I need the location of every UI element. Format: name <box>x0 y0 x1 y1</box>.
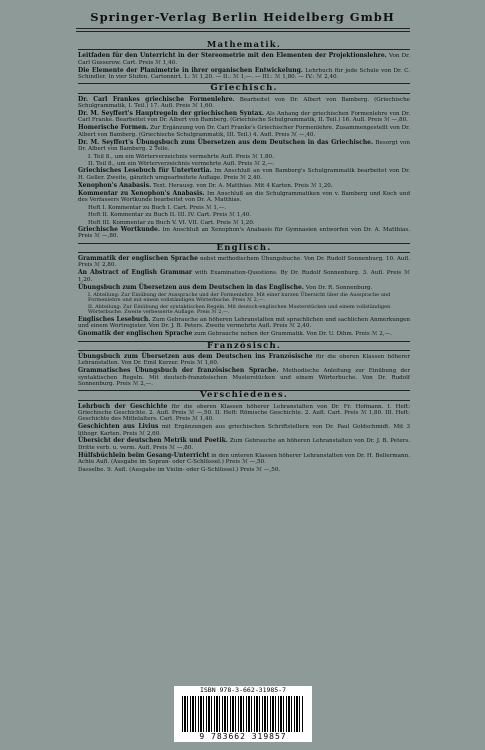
entry-text: nebst methodischem Übungsbuche. Von Dr. Rudolf Sonnenburg. 10. Aufl. Preis ℳ 2,80. <box>78 256 410 269</box>
catalog-entry <box>78 438 410 451</box>
isbn-label: ISBN 978-3-662-31985-7 <box>199 686 287 694</box>
entry-text: für die oberen Klassen höherer Lehranstalten von Dr. Fr. Hofmann. I. Heft: Griechische Geschichte. 2. Aufl. Preis ℳ —,50. II. Heft: Römische Geschichte. 2. Aufl. Cart. Preis ℳ 1,80. III. Heft: Geschichte des Mittelalters. Cart. Preis ℳ 1,40. <box>78 403 411 423</box>
entry-subline: Heft II. Kommentar zu Buch II. III. IV. Cart. Preis ℳ 1,40. <box>88 212 252 219</box>
entry-title: Englisches Lesebuch. <box>78 315 151 323</box>
catalog-entry <box>78 111 410 124</box>
entry-title: Griechisches Lesebuch für Untertertia. <box>78 167 212 175</box>
entry-title: Gnomatik der englischen Sprache <box>78 330 193 338</box>
entry-text: Zur Ergänzung von Dr. Carl Franke's Griechischer Formenlehre. Zusammengestellt von Dr. Albert von Bamberg. (Griechische Schulgrammatik, III. Teil.) 4. Aufl. Preis ℳ —,40. <box>78 125 410 138</box>
entry-title: Grammatik der englischen Sprache <box>78 255 198 263</box>
entry-text: Text. Herausg. von Dr. A. Matthias. Mit 4 Karten. Preis ℳ 1,20. <box>152 182 333 189</box>
entry-subline: Heft I. Kommentar zu Buch I. Cart. Preis ℳ 1,—. <box>88 204 227 211</box>
barcode-digits: 9 783662 319857 <box>199 732 287 741</box>
entry-title: An Abstract of English Grammar <box>78 269 193 277</box>
entry-text: Als Anhang der griechischen Formenlehre von Dr. Carl Franke. Bearbeitet von Dr. Albert von Bamberg. (Griechische Schulgrammatik, II. Teil.) 16. Aufl. Preis ℳ —,80. <box>78 110 411 124</box>
section-franzoesisch <box>78 341 410 351</box>
entry-subline: I. Teil 8., um ein Wörterverzeichnis vermehrte Aufl. Preis ℳ 1,80. <box>88 153 274 160</box>
entry-title: Dr. M. Seyffert's Übungsbuch zum Übersetzen aus dem Deutschen in das Griechische. <box>78 138 374 146</box>
barcode-bars <box>182 696 304 732</box>
entry-text: mit Ergänzungen aus griechischen Schriftstellern von Dr. Paul Goldschmidt. Mit 3 lithogr. Karten. Preis ℳ 2,60. <box>78 424 411 437</box>
entry-text: Lehrbuch für jede Schule von Dr. C. Schindler. In vier Stufen. Cartonnirt. I.: ℳ 1,20. — II.: ℳ 1,—. — III.: ℳ 1,80. — IV.: ℳ 2,40. <box>78 67 410 80</box>
entry-subline: Heft III. Kommentar zu Buch V. VI. VII. Cart. Preis ℳ 1,20. <box>88 219 255 226</box>
entry-text: Von Dr. Carl Gusserow. Cart. Preis ℳ 1,40. <box>78 53 410 66</box>
catalog-entry <box>78 354 410 367</box>
section-title: Englisch. <box>216 242 272 253</box>
entry-text: Im Anschluß an die Schulgrammatiken von v. Bamberg und Koch und des Verfassers Wortkunde bearbeitet von Dr. A. Matthias. <box>78 190 411 204</box>
entry-title: Dr. Carl Frankes griechische Formenlehre. <box>78 95 235 103</box>
section-mathematik <box>78 41 410 50</box>
entry-title: Die Elemente der Planimetrie in ihrer organischen Entwickelung. <box>78 66 303 74</box>
entry-text: Bearbeitet von Dr. Albert von Bamberg. (Griechische Schulgrammatik, I. Teil.) 17. Aufl. Preis ℳ 1,60. <box>78 96 410 109</box>
entry-title: Xenophon's Anabasis. <box>78 181 152 189</box>
entry-title: Homerische Formen. <box>78 124 149 132</box>
entry-title: Kommentar zu Xenophon's Anabasis. <box>78 189 205 197</box>
header-rule-bottom <box>76 31 410 32</box>
catalog-entry <box>78 227 410 240</box>
header-rule-top <box>76 28 410 29</box>
section-griechisch <box>78 83 410 93</box>
catalog-entry <box>78 270 410 283</box>
entry-title: Hülfsbüchlein beim Gesang-Unterricht <box>78 451 210 459</box>
catalog-entry <box>78 125 410 138</box>
catalog-content <box>78 38 410 475</box>
catalog-entry <box>78 285 410 291</box>
catalog-entry <box>78 368 410 387</box>
entry-title: Leitfaden für den Unterricht in der Stereometrie mit den Elementen der Projektionslehre. <box>78 52 387 60</box>
catalog-entry <box>78 97 410 110</box>
catalog-entry <box>78 191 410 204</box>
entry-title: Grammatisches Übungsbuch der französischen Sprache. <box>78 367 279 375</box>
section-verschiedenes <box>78 390 410 400</box>
entry-subline: II. Teil 8., um ein Wörterverzeichnis vermehrte Aufl. Preis ℳ 2,—. <box>88 161 275 168</box>
entry-text: with Examination-Questions. By Dr. Rudolf Sonnenburg. 3. Aufl. Preis ℳ 1,20. <box>78 270 411 283</box>
catalog-entry <box>78 183 410 189</box>
entry-subline: II. Abteilung: Zur Einübung der syntaktischen Regeln. Mit deutsch-englischen Musterstücken und einem vollständigen Wörterbuche. Zweite verbesserte Auflage. Preis ℳ 2,—. <box>88 303 391 316</box>
section-englisch <box>78 243 410 253</box>
entry-title: Lehrbuch der Geschichte <box>78 402 168 410</box>
entry-text: Besorgt von Dr. Albert von Bamberg. 2 Teile. <box>78 139 411 152</box>
entry-text: in den unteren Klassen höherer Lehranstalten von Dr. H. Bellermann. Achte Aufl. (Ausgabe im Sopran- oder C-Schlüssel.) Preis ℳ —,50. <box>78 452 410 466</box>
section-title: Französisch. <box>206 340 282 351</box>
entry-title: Griechische Wortkunde. <box>78 226 160 233</box>
entry-title: Übersicht der deutschen Metrik und Poetik. <box>78 437 228 445</box>
entry-subline: Dasselbe. 9. Aufl. (Ausgabe im Violin- oder G-Schlüssel.) Preis ℳ —,50. <box>78 467 281 473</box>
publisher-header: Springer-Verlag Berlin Heidelberg GmbH <box>90 10 395 24</box>
catalog-entry <box>78 140 410 153</box>
catalog-entry <box>78 404 410 423</box>
entry-title: Übungsbuch zum Übersetzen aus dem Deutschen in das Englische. <box>78 283 304 291</box>
entry-text: für die oberen Klassen höherer Lehranstalten. Von Dr. Emil Kurzer. Preis ℳ 1,60. <box>78 353 411 367</box>
entry-text: Zum Gebrauche an höheren Lehranstalten von Dr. J. B. Peters. Dritte verb. u. verm. Aufl. Preis ℳ —,80. <box>78 438 411 451</box>
catalog-entry <box>78 168 410 181</box>
catalog-entry <box>78 68 410 81</box>
entry-title: Übungsbuch zum Übersetzen aus dem Deutschen ins Französische <box>78 352 313 360</box>
entry-text: Zum Gebrauche an höheren Lehranstalten mit sprachlichen und sachlichen Anmerkungen und einem Wortregister. Von Dr. J. B. Peters. Zweite vermehrte Aufl. Preis ℳ 2,40. <box>78 316 410 330</box>
catalog-entry <box>78 317 410 330</box>
entry-text: Im Anschluß an von Bamberg's Schulgrammatik bearbeitet von Dr. H. Geller. Zweite, gänzlich umgearbeitete Auflage. Preis ℳ 2,40. <box>78 168 410 181</box>
entry-text: Methodische Anleitung zur Einübung der syntaktischen Regeln. Mit deutsch-französischen Musterstücken und einem Wörterbuche. Von Dr. Rudolf Sonnenburg. Preis ℳ 2,—. <box>78 368 411 387</box>
entry-text: Von Dr. R. Sonnenburg. <box>305 284 373 291</box>
entry-title: Dr. M. Seyffert's Hauptregeln der griechischen Syntax. <box>78 109 265 117</box>
catalog-entry <box>78 453 410 466</box>
section-title: Griechisch. <box>210 83 278 94</box>
catalog-entry <box>78 53 410 66</box>
entry-text: Im Anschluß an Xenophon's Anabasis für Gymnasien entworfen von Dr. A. Matthias. Preis ℳ —,80. <box>78 227 410 240</box>
entry-text: zum Gebrauche neben der Grammatik. Von Dr. U. Dihm. Preis ℳ 2,—. <box>194 331 392 338</box>
catalog-entry <box>78 424 410 437</box>
entry-subline: I. Abteilung: Zur Einübung der Aussprache und der Formenlehre. Mit einer kurzen Übersicht über die Aussprache und Formenlehre und mit einem vollständigen Wörterbuche. Preis ℳ 2,—. <box>88 291 391 304</box>
section-title: Mathematik. <box>206 40 282 50</box>
catalog-entry <box>78 256 410 269</box>
entry-title: Geschichten aus Livius <box>78 423 159 431</box>
section-title: Verschiedenes. <box>200 390 288 401</box>
catalog-entry <box>78 331 410 337</box>
